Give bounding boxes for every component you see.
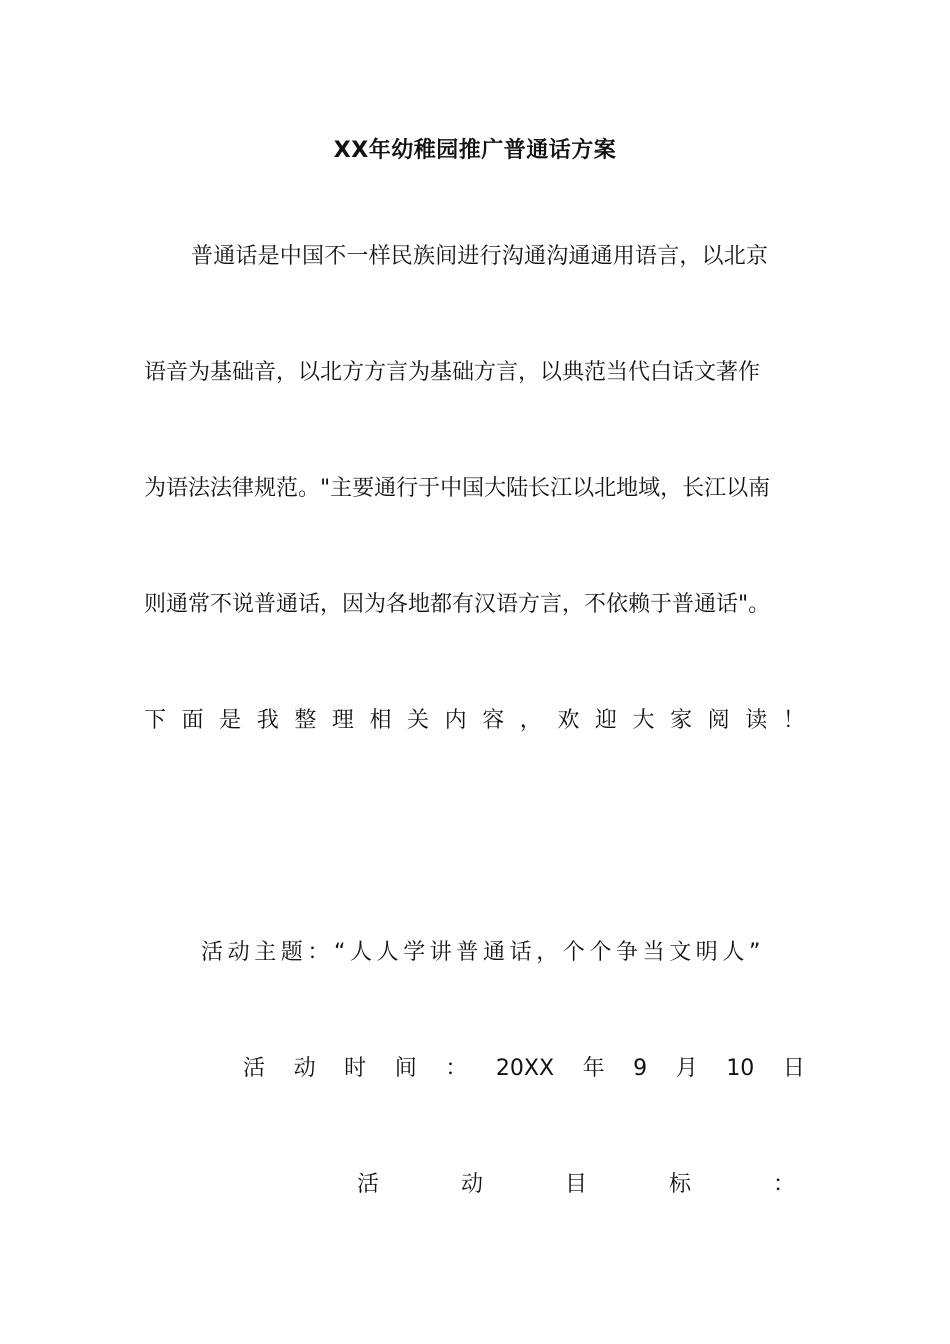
time-part: 日 [782, 1056, 805, 1081]
char: 迎 [594, 708, 617, 733]
char: 关 [407, 708, 430, 733]
char: 是 [219, 708, 242, 733]
para-line-1: 普通话是中国不一样民族间进行沟通沟通通用语言，以北京 [191, 244, 769, 269]
char: 家 [670, 708, 693, 733]
char: ！ [782, 708, 805, 733]
char: ， [519, 708, 542, 733]
char: 我 [256, 708, 279, 733]
char: 大 [632, 708, 655, 733]
time-part: 间 [394, 1056, 417, 1081]
activity-theme: 活动主题：“人人学讲普通话，个个争当文明人” [201, 940, 765, 965]
char: 读 [745, 708, 768, 733]
char: 内 [444, 708, 467, 733]
document-title: XX年幼稚园推广普通话方案 [333, 138, 617, 163]
char: 下 [144, 708, 167, 733]
activity-time [243, 1054, 805, 1084]
time-part: 动 [293, 1056, 316, 1081]
para-line-3: 为语法法律规范。"主要通行于中国大陆长江以北地域，长江以南 [144, 476, 771, 501]
char: 面 [181, 708, 204, 733]
time-part: 活 [243, 1056, 266, 1081]
char: 阅 [707, 708, 730, 733]
para-line-2: 语音为基础音，以北方方言为基础方言，以典范当代白话文著作 [144, 360, 761, 385]
goal-part: 活 [357, 1172, 380, 1197]
time-part: 10 [726, 1056, 755, 1081]
para-line-4: 则通常不说普通话，因为各地都有汉语方言，不依赖于普通话"。 [144, 592, 771, 617]
char: 相 [369, 708, 392, 733]
time-part: 9 [633, 1056, 648, 1081]
goal-part: 动 [460, 1172, 483, 1197]
time-part: 20XX [495, 1056, 555, 1081]
activity-goal [357, 1170, 795, 1200]
goal-part: 目 [564, 1172, 587, 1197]
time-part: 时 [344, 1056, 367, 1081]
char: 容 [482, 708, 505, 733]
char: 欢 [557, 708, 580, 733]
char: 理 [331, 708, 354, 733]
goal-part: 标 [668, 1172, 691, 1197]
time-part: 年 [582, 1056, 605, 1081]
time-part: 月 [675, 1056, 698, 1081]
char: 整 [294, 708, 317, 733]
para-line-5 [144, 706, 805, 736]
time-part: ： [445, 1056, 468, 1081]
goal-part: ： [772, 1172, 795, 1197]
